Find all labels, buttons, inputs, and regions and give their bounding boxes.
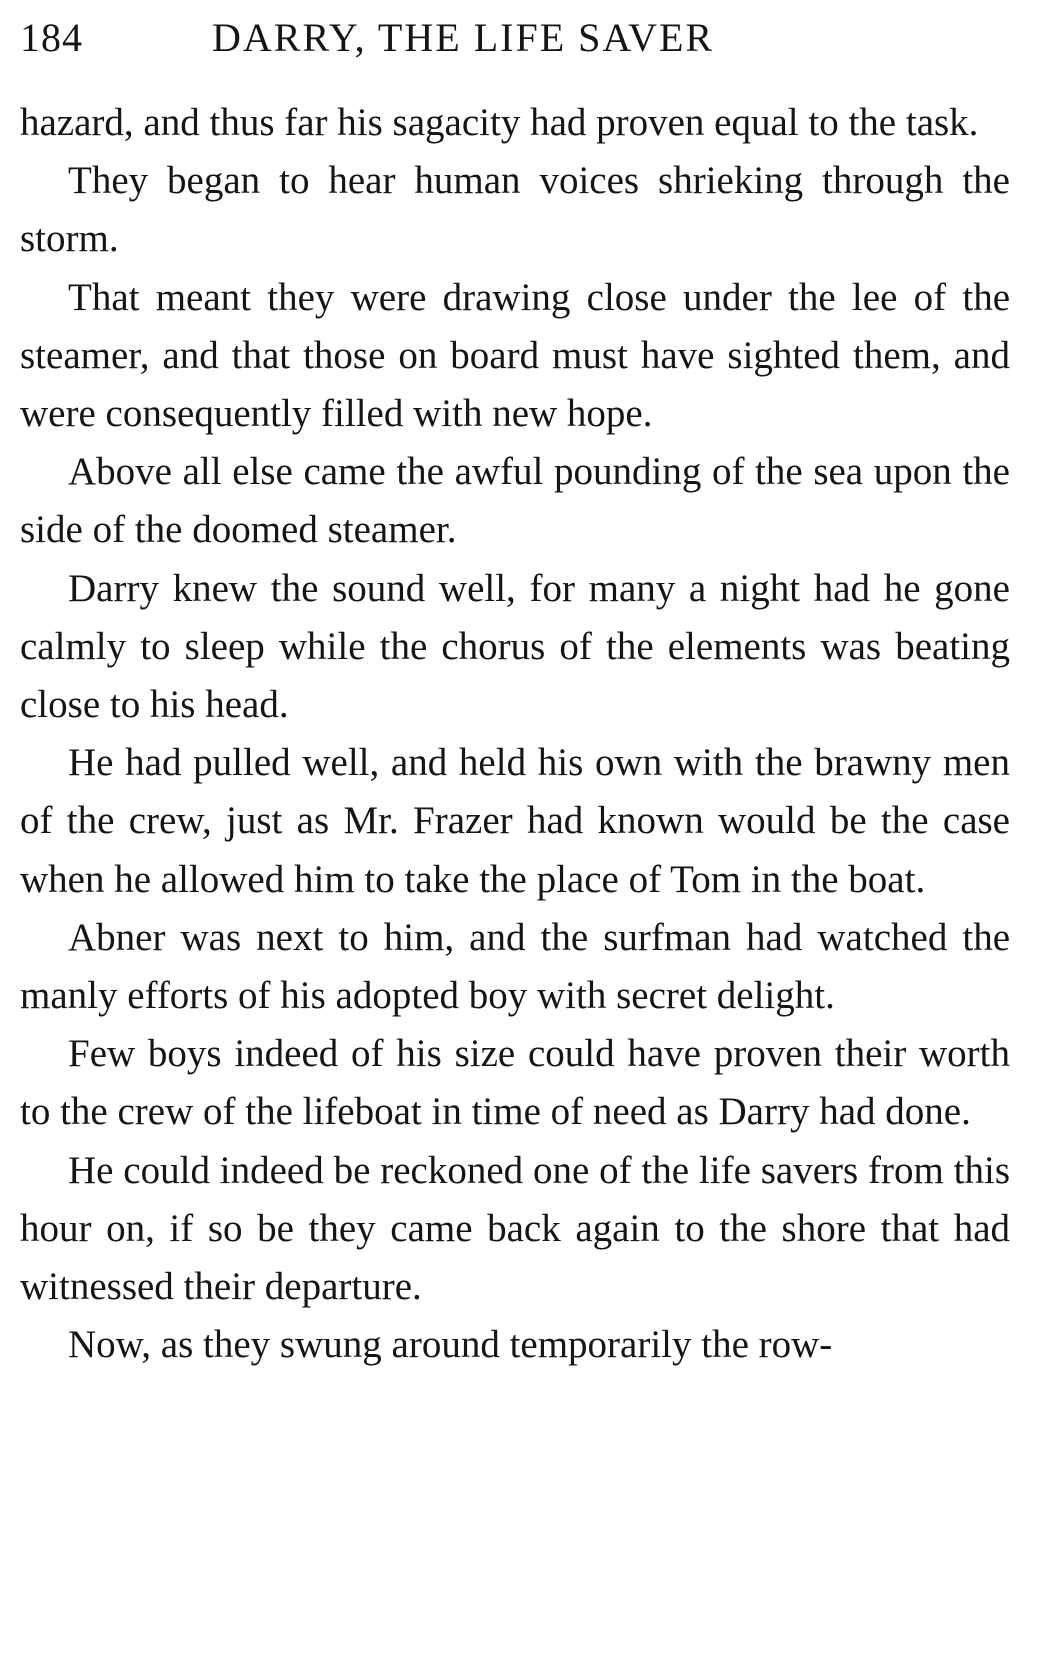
paragraph: Darry knew the sound well, for many a night had he gone calmly to sleep while the chorus of the elements was beating close to his head. — [20, 566, 1010, 727]
paragraph: Abner was next to him, and the surfman had watched the manly efforts of his adopted boy with secret delight. — [20, 915, 1010, 1018]
paragraph: They began to hear human voices shrieking through the storm. — [20, 159, 1010, 261]
paragraph-last: Now, as they swung around temporarily the row- — [68, 1323, 833, 1367]
paragraph: He had pulled well, and held his own with the brawny men of the crew, just as Mr. Frazer had known would be the case when he allowed him to take the place of Tom in the boat. — [20, 741, 1010, 901]
page-number: 184 — [20, 15, 83, 60]
paragraph: Above all else came the awful pounding of the sea upon the side of the doomed steamer. — [20, 450, 1010, 552]
page-header — [20, 8, 1010, 68]
paragraph: Few boys indeed of his size could have proven their worth to the crew of the lifeboat in time of need as Darry had done. — [20, 1032, 1010, 1134]
book-page — [20, 0, 1010, 1670]
paragraph: He could indeed be reckoned one of the life savers from this hour on, if so be they came back again to the shore that had witnessed their departure. — [20, 1148, 1010, 1309]
paragraph: That meant they were drawing close under the lee of the steamer, and that those on board must have sighted them, and were consequently filled with new hope. — [20, 275, 1010, 436]
paragraph-continued: hazard, and thus far his sagacity had proven equal to the task. — [20, 101, 979, 144]
body-text — [20, 94, 1010, 1374]
running-title: DARRY, THE LIFE SAVER — [212, 15, 715, 60]
